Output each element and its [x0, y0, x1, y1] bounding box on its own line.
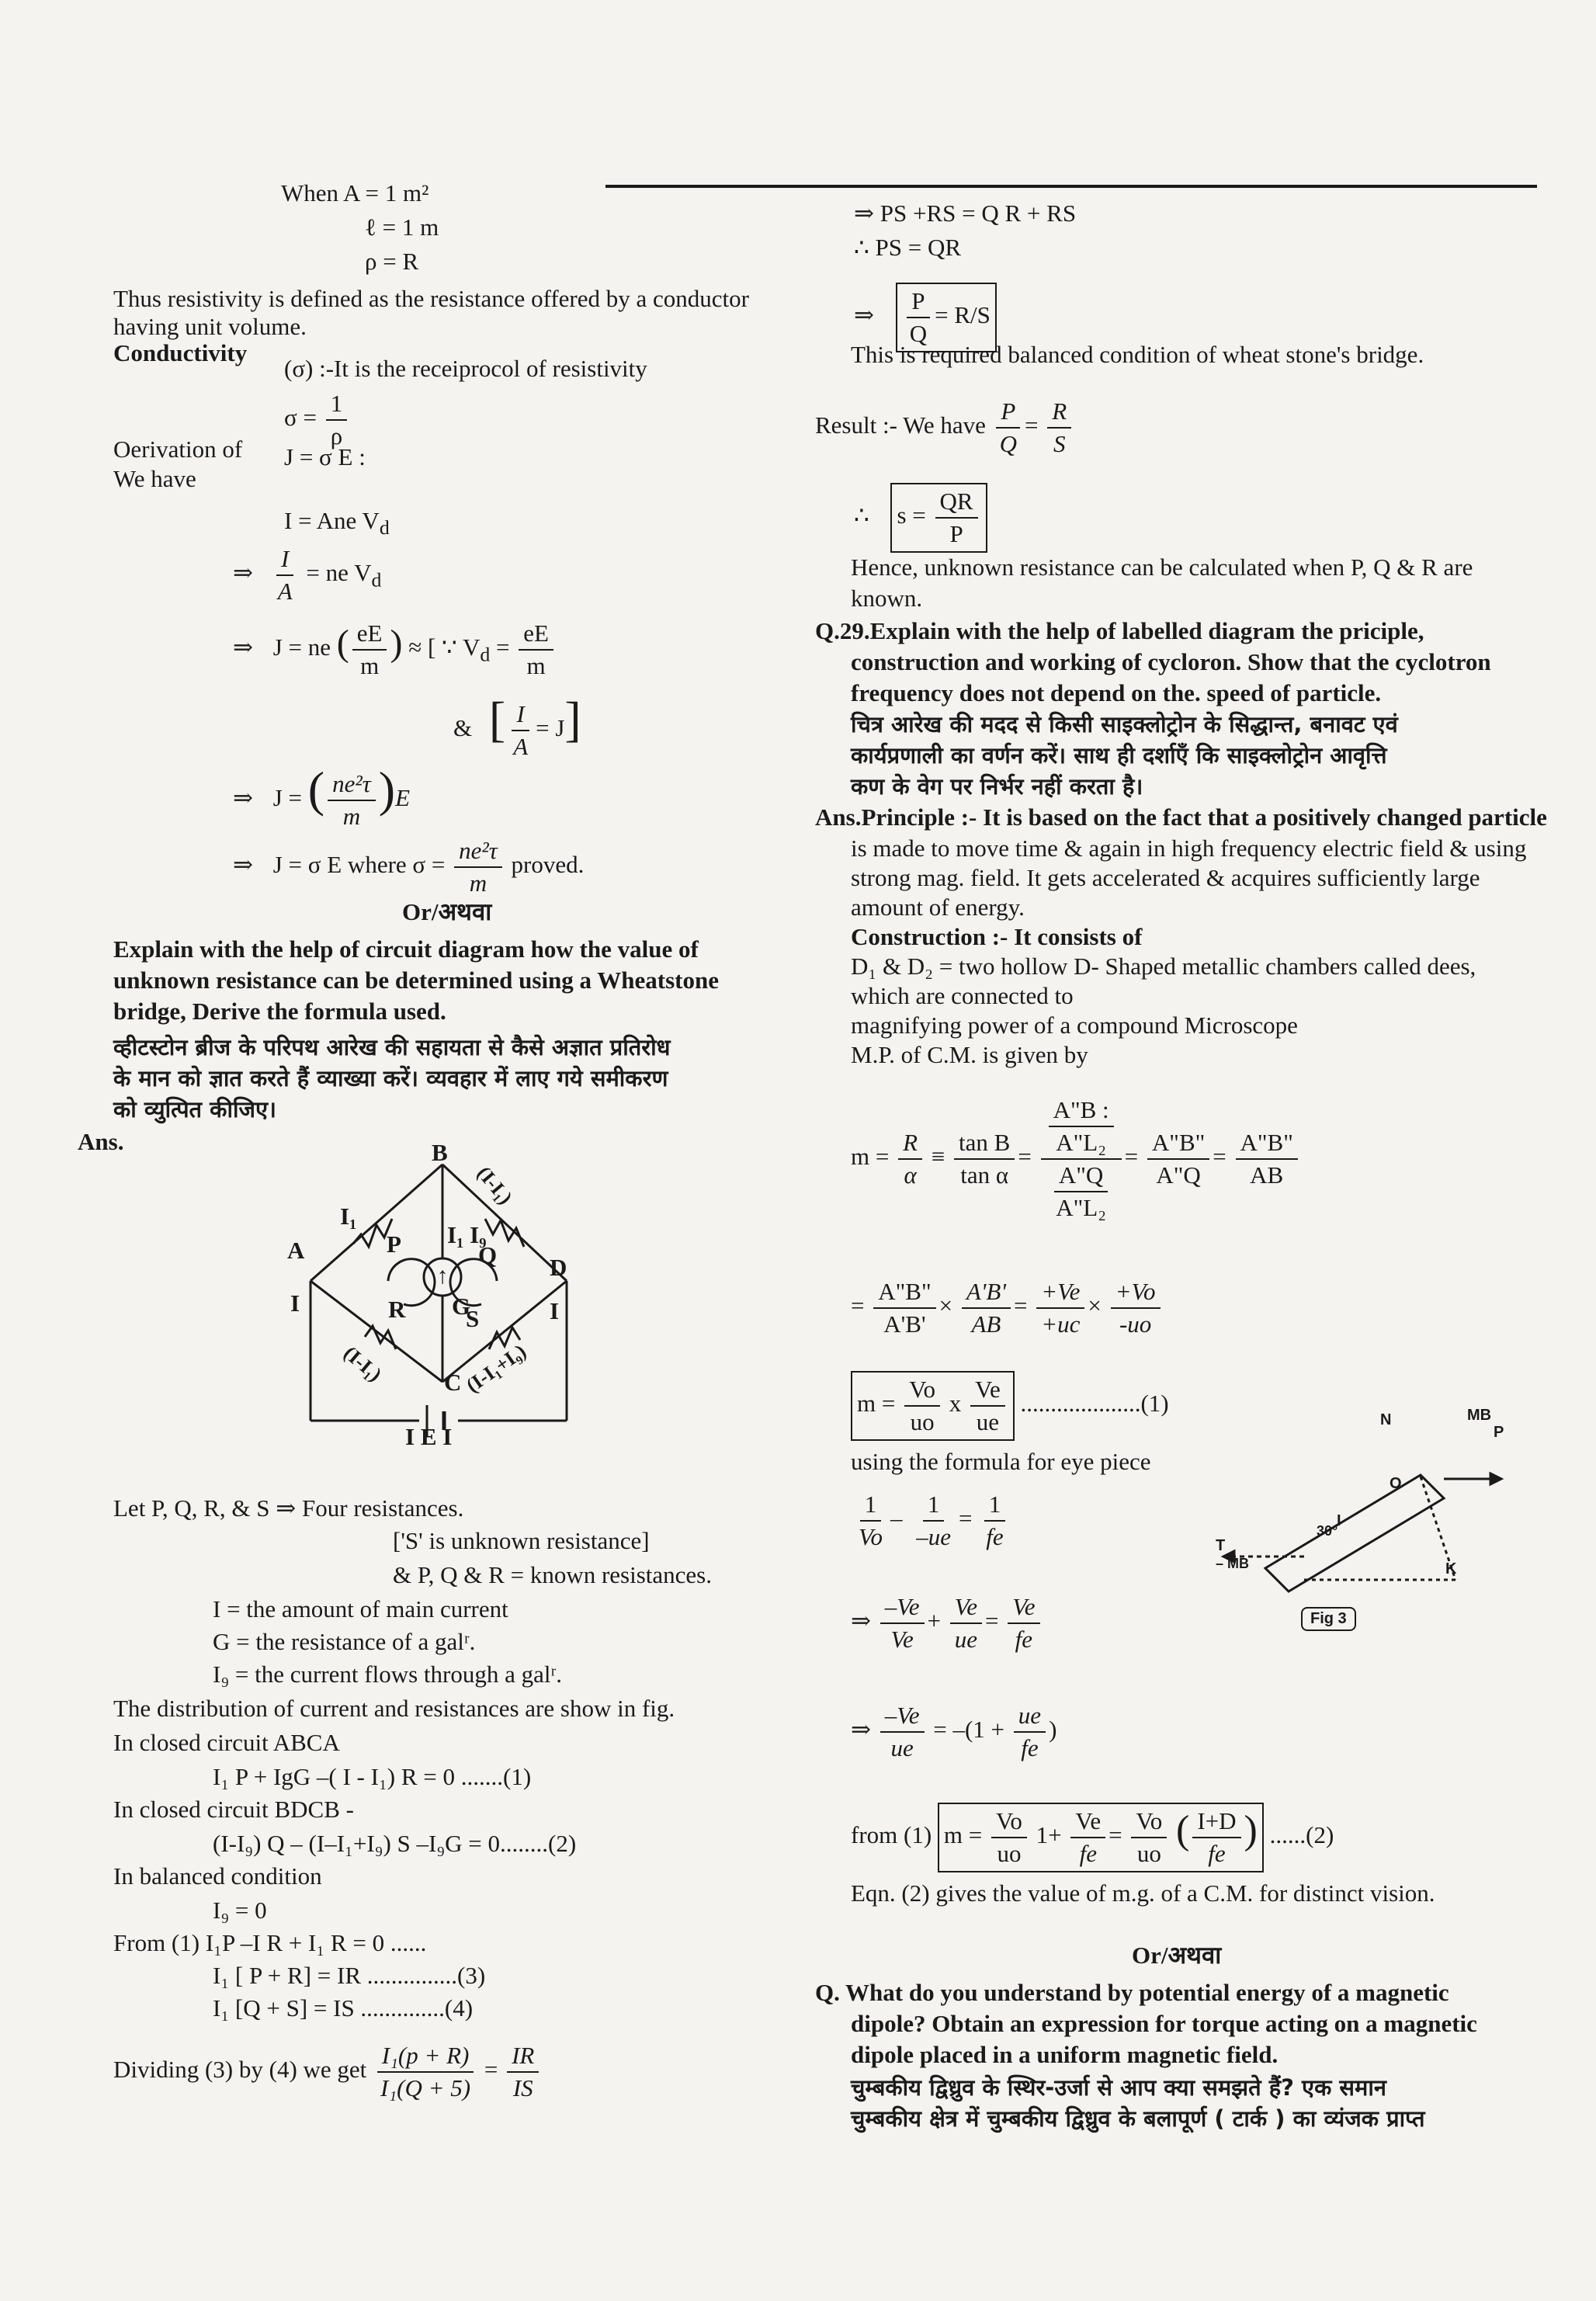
fm-frac-2 — [1070, 1806, 1105, 1869]
bm-f2d: ue — [976, 1408, 999, 1435]
j-sigma-e: J = σ E : — [284, 443, 366, 470]
principle-3: strong mag. field. It gets accelerated & acquires sufficiently large — [851, 864, 1480, 891]
m2-frac-3 — [1036, 1276, 1084, 1340]
ig-zero: I₉ = 0 — [213, 1897, 267, 1924]
j1-fraction — [352, 618, 387, 682]
j1-den-2: m — [526, 652, 546, 679]
node-d: D — [550, 1254, 567, 1281]
magnetic-dipole-figure — [1211, 1405, 1506, 1607]
bm-f1n: Vo — [904, 1374, 940, 1407]
j2-num: ne²τ — [328, 769, 376, 801]
question-magnetic-3: dipole placed in a uniform magnetic field. — [851, 2041, 1279, 2068]
j3-lhs: J = σ E where σ = — [272, 851, 446, 879]
j1-num: eE — [352, 618, 387, 651]
ep3-frac-2 — [1014, 1700, 1046, 1764]
current-i-right: I — [550, 1297, 560, 1324]
amp: & — [453, 714, 473, 742]
eyepiece-equation-1: $\frac{1}{Vo}$ – $\frac{1}{-ue}$ = $\frac{1}{fe}$ — [851, 1489, 1011, 1553]
hence-text-2: known. — [851, 585, 923, 612]
dividing-fraction-1 — [376, 2040, 475, 2104]
fig-label-theta: 30° — [1317, 1523, 1338, 1539]
ia-fraction — [273, 543, 297, 607]
fm-frac-4 — [1192, 1806, 1240, 1869]
when-a: When A = 1 m² — [281, 179, 429, 206]
fm-tag: ......(2) — [1269, 1821, 1334, 1849]
div-num: I₁(p + R) — [377, 2040, 474, 2073]
m-f3-top — [1041, 1095, 1122, 1160]
dividing-text: Dividing (3) by (4) we get — [113, 2056, 367, 2084]
closed-abca: In closed circuit ABCA — [113, 1729, 340, 1756]
fm-f4n: I+D — [1192, 1806, 1240, 1838]
resistor-r: R — [388, 1296, 406, 1323]
s-equation — [854, 483, 987, 553]
arrow-3: ⇒ — [233, 784, 253, 812]
fig-label-mb-top: MB — [1467, 1407, 1492, 1424]
j2-lhs: J = — [272, 784, 303, 812]
principle-2: is made to move time & again in high frequency electric field & using — [851, 835, 1527, 862]
div-den: I₁(Q + 5) — [380, 2074, 471, 2101]
def-g: G = the resistance of a galʳ. — [213, 1628, 476, 1655]
j1-mid: ≈ [ ∵ V — [408, 633, 481, 661]
from-1: From (1) I₁P –I R + I₁ R = 0 ...... — [113, 1929, 427, 1956]
m-f3dn: A"Q — [1054, 1160, 1108, 1192]
question-29-hindi-2: कार्यप्रणाली का वर्णन करें। साथ ही दर्शाएँ कि साइक्लोट्रोन आवृत्ति — [851, 742, 1387, 769]
ep2-frac-2 — [950, 1591, 982, 1655]
fm-lhs: m = — [943, 1821, 983, 1849]
m2-frac-1 — [873, 1276, 935, 1340]
eyepiece-equation-2: ⇒ $\frac{-Ve}{Ve}$ + $\frac{Ve}{ue}$ = $\frac{Ve}{fe}$ — [851, 1591, 1043, 1655]
ep2-f1d: Ve — [890, 1626, 914, 1653]
equation-2: (I-I₉) Q – (I–I₁+I₉) S –I₉G = 0........(2) — [213, 1830, 577, 1857]
m-f5d: AB — [1250, 1161, 1284, 1189]
final-m-box: m = $\frac{Vo}{uo}$ 1+ $\frac{Ve}{fe}$ = $\frac{Vo}{uo}$ ( $\frac{I+D}{fe}$ ) — [938, 1803, 1264, 1872]
j3-fraction — [454, 835, 502, 899]
r3-den: Q — [909, 320, 928, 347]
r-eq-2: ∴ PS = QR — [854, 234, 962, 261]
distribution-text: The distribution of current and resistances are show in fig. — [113, 1695, 675, 1722]
question-wheatstone-hindi-2: के मान को ज्ञात करते हैं व्याख्या करें। व्यवहार में लाए गये समीकरण — [113, 1065, 668, 1092]
mp-text: M.P. of C.M. is given by — [851, 1041, 1088, 1068]
result-q: Q — [999, 430, 1018, 457]
i-anev — [284, 506, 390, 543]
j1-mid-sub: d — [480, 643, 491, 666]
bm-f2n: Ve — [970, 1374, 1005, 1407]
j1-den: m — [360, 652, 380, 679]
equation-4: I₁ [Q + S] = IS ..............(4) — [213, 1994, 474, 2022]
pqr-known: & P, Q & R = known resistances. — [393, 1561, 712, 1588]
question-29: Q.29.Explain with the help of labelled diagram the priciple, — [815, 617, 1424, 644]
fig-label-t: T — [1216, 1537, 1226, 1554]
m2-f4d: -uo — [1119, 1310, 1152, 1338]
ep3-f1d: ue — [890, 1734, 914, 1761]
bm-frac-2 — [970, 1374, 1005, 1438]
top-divider — [605, 185, 1537, 188]
bracket-num: I — [512, 699, 529, 731]
bm-x: x — [949, 1390, 962, 1418]
therefore: ∴ — [854, 502, 869, 529]
galvanometer-g: G — [452, 1293, 471, 1320]
m-f3dd: A"L₂ — [1056, 1194, 1107, 1221]
ep2-frac-3 — [1008, 1591, 1039, 1655]
def-ig: I₉ = the current flows through a galʳ. — [213, 1661, 562, 1688]
eq-j-ne2tau: ⇒ J = ( $\frac{\text{ne²τ}}{m}$ )E — [233, 769, 410, 832]
ep3-f2d: fe — [1021, 1734, 1039, 1761]
balanced-condition: In balanced condition — [113, 1862, 322, 1890]
sigma-lhs: σ = — [284, 404, 317, 432]
m2-f1d: A'B' — [883, 1310, 926, 1338]
bm-tag: ....................(1) — [1020, 1390, 1169, 1418]
m-frac-1 — [898, 1127, 922, 1191]
conductivity-label: Conductivity — [113, 339, 248, 366]
m-frac-5 — [1236, 1127, 1298, 1191]
fm-frac-3 — [1131, 1806, 1167, 1869]
m2-frac-4 — [1111, 1276, 1161, 1340]
result-equation: Result :- We have $\frac{P}{Q}$ = $\frac{R}{S}$ — [815, 396, 1074, 460]
m-f3-inner-2 — [1051, 1160, 1111, 1223]
r3-arrow: ⇒ — [854, 301, 874, 329]
ia-den: A — [277, 578, 293, 605]
s-unknown: ['S' is unknown resistance] — [393, 1527, 650, 1554]
div-rden: IS — [512, 2074, 533, 2101]
fig-label-i: I — [1337, 1512, 1341, 1529]
arrow-4: ⇒ — [233, 851, 253, 879]
r3-num: P — [907, 286, 929, 318]
current-lower-right: (I-I₁+I₉) — [462, 1339, 530, 1397]
from-1-label: from (1) — [851, 1821, 932, 1849]
s-fraction — [935, 486, 978, 550]
fm-frac-1 — [991, 1806, 1027, 1869]
j1-num-2: eE — [519, 618, 553, 651]
ep-f3n: 1 — [984, 1489, 1006, 1522]
ep-frac-3 — [981, 1489, 1008, 1553]
i-anev-sub: d — [379, 516, 390, 540]
fig-caption: Fig 3 — [1301, 1607, 1356, 1631]
m-f5n: A"B" — [1236, 1127, 1298, 1160]
m-frac-4 — [1147, 1127, 1209, 1191]
fig-label-n: N — [1380, 1411, 1392, 1428]
derivation-label: Oerivation of — [113, 436, 243, 463]
current-upper-right: (I-I₁) — [472, 1161, 517, 1209]
resistor-q: Q — [478, 1241, 498, 1268]
m2-f3n: +Ve — [1036, 1276, 1084, 1309]
ans-principle-text: Ans.Principle :- It is based on the fact that a positively changed particle — [815, 803, 1547, 831]
s-box — [890, 483, 987, 553]
fm-f2n: Ve — [1070, 1806, 1105, 1838]
let-pqrs: Let P, Q, R, & S ⇒ Four resistances. — [113, 1494, 464, 1522]
fm-f3d: uo — [1136, 1840, 1161, 1867]
j3-num: ne²τ — [454, 835, 502, 868]
eq-j-ne: ⇒ J = ne ( $\frac{eE}{m}$ ) ≈ [ ∵ $V_d$ = $\frac{eE}{m}$ — [233, 618, 557, 682]
m-equiv: ≡ — [931, 1143, 945, 1171]
j3-den: m — [469, 869, 487, 897]
ep2-frac-1 — [880, 1591, 925, 1655]
question-wheatstone-2: unknown resistance can be determined using a Wheatstone — [113, 967, 719, 994]
principle-4: amount of energy. — [851, 894, 1025, 921]
m2-f4n: +Vo — [1111, 1276, 1161, 1309]
resistor-p: P — [387, 1230, 401, 1258]
question-29-2: construction and working of cycloron. Show that the cyclotron — [851, 648, 1491, 675]
result-fraction-2 — [1047, 396, 1071, 460]
conductivity-text: (σ) :-It is the receiprocol of resistivity — [284, 355, 647, 382]
ep2-f2n: Ve — [950, 1591, 982, 1624]
current-i1: I₁ — [340, 1203, 357, 1230]
eyepiece-text: using the formula for eye piece — [851, 1448, 1151, 1475]
m-f3-inner — [1049, 1095, 1114, 1158]
bm-frac-1 — [904, 1374, 940, 1438]
s-den: P — [949, 520, 963, 547]
current-ig: I₁ I₉ — [447, 1221, 487, 1248]
bracket-rhs: = J — [536, 714, 565, 742]
eq-bracket: & [ $\frac{I}{A}$ = J] — [453, 699, 581, 762]
ans-label: Ans. — [78, 1128, 124, 1155]
result-p: P — [996, 396, 1020, 429]
eyepiece-equation-3: ⇒ $\frac{-Ve}{ue}$ = –(1 + $\frac{ue}{fe}$ ) — [851, 1700, 1056, 1764]
resistor-s: S — [466, 1305, 480, 1332]
fm-f3n: Vo — [1131, 1806, 1167, 1838]
ep2-f2d: ue — [954, 1626, 977, 1653]
closed-bdcb: In closed circuit BDCB - — [113, 1796, 354, 1823]
fig-label-p: P — [1494, 1424, 1504, 1441]
galvanometer-symbol: ↑ — [436, 1263, 449, 1289]
question-magnetic: Q. What do you understand by potential energy of a magnetic — [815, 1979, 1449, 2006]
current-lower-left: (I-I₁) — [339, 1341, 387, 1386]
i-anev-text: I = Ane V — [284, 507, 380, 534]
fig-label-k: K — [1445, 1560, 1457, 1577]
current-i-left: I — [290, 1289, 300, 1317]
boxed-m — [851, 1371, 1015, 1441]
question-wheatstone: Explain with the help of circuit diagram how the value of — [113, 935, 699, 963]
construction-label: Construction :- It consists of — [851, 923, 1143, 950]
node-b: B — [432, 1139, 448, 1166]
s-lhs: s = — [897, 502, 926, 529]
m-f1n: R — [898, 1127, 922, 1160]
m-f2n: tan B — [954, 1127, 1015, 1160]
div-rnum: IR — [507, 2040, 539, 2073]
ep-frac-2 — [911, 1489, 956, 1553]
arrow-2: ⇒ — [233, 633, 253, 661]
m-f1d: α — [904, 1161, 917, 1189]
connected-text: which are connected to — [851, 982, 1074, 1009]
we-have-label: We have — [113, 465, 196, 492]
sigma-den: ρ — [330, 422, 343, 449]
m-f4n: A"B" — [1147, 1127, 1209, 1160]
question-wheatstone-hindi-1: व्हीटस्टोन ब्रीज के परिपथ आरेख की सहायता से कैसे अज्ञात प्रतिरोध — [113, 1034, 671, 1060]
result-s: S — [1053, 430, 1066, 457]
ep-f2d: –ue — [916, 1523, 952, 1550]
result-r: R — [1047, 396, 1071, 429]
m2-f1n: A"B" — [873, 1276, 935, 1309]
result-label: Result :- We have — [815, 411, 986, 439]
fm-f2d: fe — [1079, 1840, 1097, 1867]
j2-fraction — [328, 769, 376, 832]
dees-text: D₁ & D₂ = two hollow D- Shaped metallic chambers called dees, — [851, 953, 1476, 980]
m2-frac-2 — [962, 1276, 1011, 1340]
result-fraction-1 — [995, 396, 1022, 460]
question-magnetic-hindi-2: चुम्बकीय क्षेत्र में चुम्बकीय द्विध्रुव के बलापूर्ण ( टार्क ) का व्यंजक प्राप्त — [851, 2105, 1425, 2132]
boxed-m-equation — [851, 1371, 1169, 1441]
when-rho: ρ = R — [365, 248, 419, 275]
j1-eq: = — [496, 633, 510, 661]
m2-f2d: AB — [971, 1310, 1001, 1338]
m-frac-2 — [954, 1127, 1015, 1191]
eq-j-sigma-proved — [233, 835, 584, 899]
resistivity-definition-2: having unit volume. — [113, 313, 307, 340]
equation-1: I₁ P + IgG –( I - I₁) R = 0 .......(1) — [213, 1763, 532, 1790]
ep-frac-1 — [854, 1489, 887, 1553]
j1-lhs: J = ne — [272, 633, 331, 661]
ep2-f1n: –Ve — [880, 1591, 925, 1624]
m-f3n: A"B : — [1049, 1095, 1114, 1127]
final-m-equation — [851, 1803, 1334, 1872]
resistivity-definition: Thus resistivity is defined as the resistance offered by a conductor — [113, 285, 749, 312]
ia-rhs: = ne V — [306, 559, 372, 587]
fm-f1d: uo — [997, 1840, 1022, 1867]
question-wheatstone-hindi-3: को व्युत्पित कीजिए। — [113, 1096, 277, 1123]
m-equation-1: m = $\frac{R}{\alpha}$ ≡ $\frac{\text{tan B}}{\text{tan α}}$ = $\frac{\frac{A"B :}{\text{A"L₂}}}{\frac{A"Q}{\text{A"L₂}}}$ = $\frac{A"B"}{A"Q}$ = $\frac{A"B"}{AB}$ — [851, 1095, 1301, 1223]
question-29-hindi-1: चित्र आरेख की मदद से किसी साइक्लोट्रोन के सिद्धान्त, बनावट एवं — [851, 711, 1398, 738]
def-i: I = the amount of main current — [213, 1595, 508, 1622]
m-f3d: A"L₂ — [1056, 1129, 1107, 1156]
ep3-frac-1 — [880, 1700, 925, 1764]
when-l: ℓ = 1 m — [365, 213, 439, 241]
question-wheatstone-3: bridge, Derive the formula used. — [113, 998, 446, 1025]
m-f3-bottom — [1043, 1160, 1119, 1223]
question-29-3: frequency does not depend on the. speed of particle. — [851, 679, 1382, 706]
bracket-den: A — [513, 733, 529, 760]
s-num: QR — [935, 486, 978, 519]
j2-den: m — [342, 803, 361, 830]
ep3-f2n: ue — [1014, 1700, 1046, 1733]
fm-f4d: fe — [1208, 1840, 1226, 1867]
node-a: A — [287, 1237, 305, 1264]
ans-principle — [815, 803, 1547, 832]
m-lhs: m = — [851, 1143, 890, 1171]
question-magnetic-2: dipole? Obtain an expression for torque acting on a magnetic — [851, 2010, 1477, 2037]
j2-rhs: E — [395, 784, 410, 812]
r3-rhs: = R/S — [935, 301, 991, 329]
j1-fraction-2 — [519, 618, 553, 682]
m2-f3d: +uc — [1041, 1310, 1081, 1338]
ep2-f3n: Ve — [1008, 1591, 1039, 1624]
hence-text: Hence, unknown resistance can be calculated when P, Q & R are — [851, 554, 1473, 581]
ia-num: I — [276, 543, 293, 576]
node-c: C — [444, 1369, 462, 1396]
m-equation-2: = $\frac{A"B"}{A'B'}$ × $\frac{A'B'}{AB}$ = $\frac{+Ve}{+uc}$ × $\frac{+Vo}{-uo}$ — [851, 1276, 1164, 1340]
magnifying-text: magnifying power of a compound Microscope — [851, 1012, 1298, 1039]
sigma-num: 1 — [326, 388, 348, 421]
equation-3: I₁ [ P + R] = IR ...............(3) — [213, 1962, 486, 1989]
balanced-condition-text: This is required balanced condition of wheat stone's bridge. — [851, 341, 1424, 368]
dividing-fraction-2 — [507, 2040, 539, 2104]
fig-label-mb-left: – MB — [1216, 1556, 1250, 1571]
arrow-1: ⇒ — [233, 559, 253, 587]
m-frac-3 — [1041, 1095, 1122, 1223]
r-eq-1: ⇒ PS +RS = Q R + RS — [854, 200, 1077, 227]
boxed-m-lhs: m = — [857, 1390, 896, 1418]
or-separator-1: Or/अथवा — [402, 898, 492, 925]
ep-f3d: fe — [986, 1523, 1004, 1550]
eqn2-text: Eqn. (2) gives the value of m.g. of a C.M. for distinct vision. — [851, 1879, 1435, 1907]
question-29-hindi-3: कण के वेग पर निर्भर नहीं करता है। — [851, 773, 1143, 800]
fig-label-o: O — [1390, 1475, 1402, 1492]
ep3-rhs: = –(1 + — [933, 1716, 1005, 1744]
bracket-fraction — [508, 699, 533, 762]
j3-rhs: proved. — [511, 851, 585, 879]
m-f2d: tan α — [960, 1161, 1009, 1189]
ep-f1d: Vo — [859, 1523, 883, 1550]
m2-f2n: A'B' — [962, 1276, 1011, 1309]
ep-f1n: 1 — [860, 1489, 882, 1522]
battery-label: I E I — [405, 1423, 453, 1450]
or-separator-2: Or/अथवा — [1132, 1942, 1222, 1969]
eq-i-over-a: ⇒ $\frac{I}{A}$ = ne $V_d$ — [233, 543, 381, 607]
ep3-f1n: –Ve — [880, 1700, 925, 1733]
question-magnetic-hindi-1: चुम्बकीय द्विध्रुव के स्थिर-उर्जा से आप क्या समझते हैं? एक समान — [851, 2074, 1386, 2101]
fm-f1n: Vo — [991, 1806, 1027, 1838]
ep2-f3d: fe — [1015, 1626, 1033, 1653]
dividing-equation: Dividing (3) by (4) we get $\frac{\text{I₁(p + R)}}{\text{I₁(Q + 5)}}$ = $\frac{IR}{IS}$ — [113, 2040, 542, 2104]
bm-f1d: uo — [910, 1408, 935, 1435]
m-f4d: A"Q — [1156, 1161, 1201, 1189]
ep-f2n: 1 — [923, 1489, 945, 1522]
fm-one: 1+ — [1036, 1821, 1062, 1849]
